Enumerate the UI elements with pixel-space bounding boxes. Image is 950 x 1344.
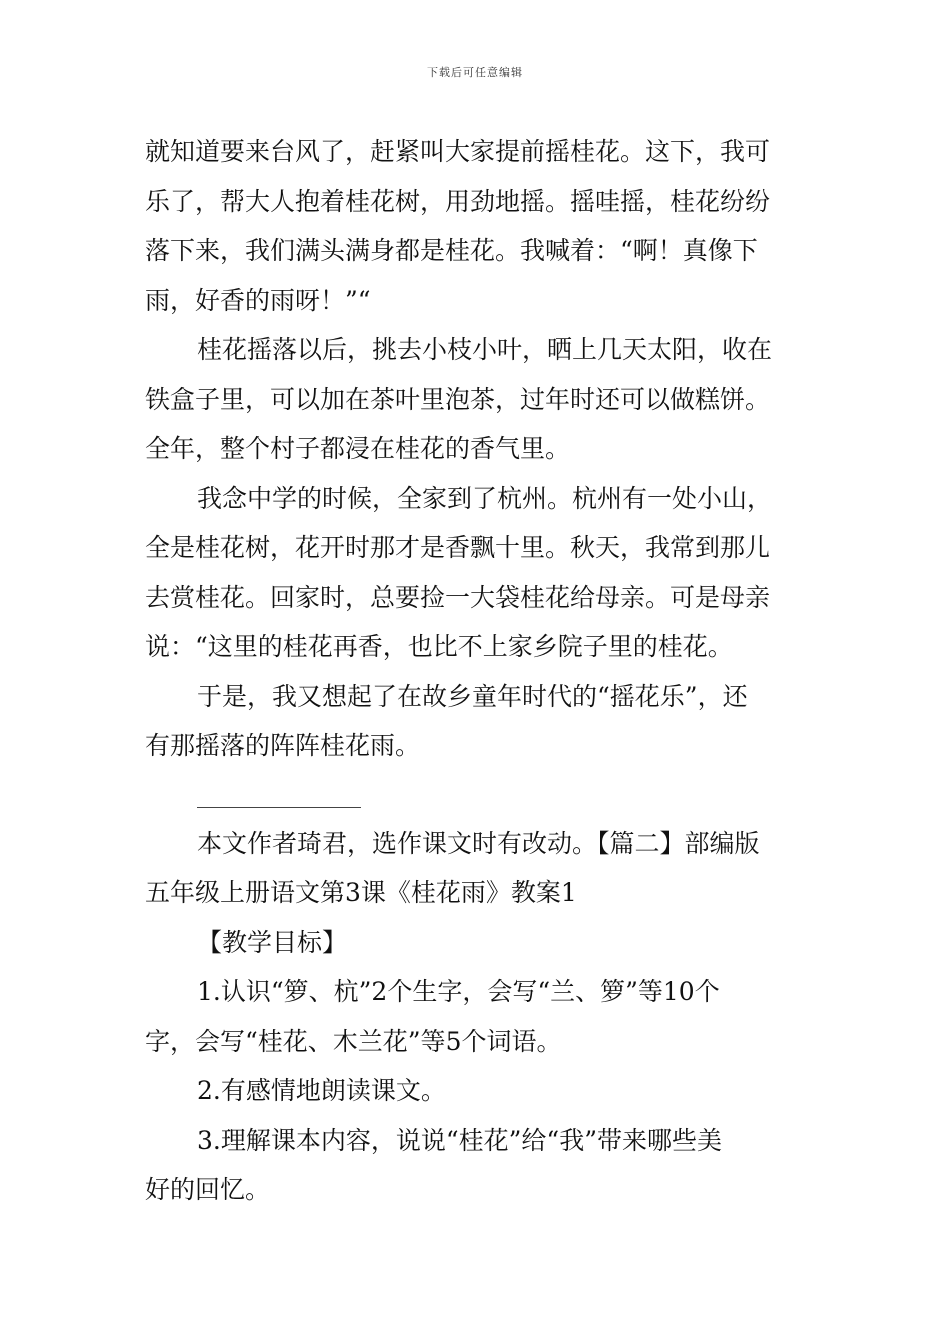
objective-line: 字，会写“桂花、木兰花”等5个词语。 (145, 1026, 562, 1056)
objective-line: 1.认识“箩、杭”2个生字，会写“兰、箩”等10个 (197, 977, 720, 1006)
body-line: 铁盒子里，可以加在茶叶里泡茶，过年时还可以做糕饼。 (145, 384, 771, 414)
body-line: 全年，整个村子都浸在桂花的香气里。 (145, 434, 571, 463)
body-line: 落下来，我们满头满身都是桂花。我喊着：“啊！真像下 (145, 236, 758, 265)
objective-line: 2.有感情地朗读课文。 (197, 1076, 446, 1105)
objective-line: 3.理解课本内容，说说“桂花”给“我”带来哪些美 (197, 1125, 722, 1155)
body-line: 桂花摇落以后，挑去小枝小叶，晒上几天太阳，收在 (197, 335, 773, 364)
body-line: 去赏桂花。回家时，总要捡一大袋桂花给母亲。可是母亲 (145, 582, 771, 612)
body-line: 雨，好香的雨呀！”“ (145, 285, 371, 315)
body-line: 于是，我又想起了在故乡童年时代的“摇花乐”，还 (197, 681, 748, 711)
body-line: 说：“这里的桂花再香，也比不上家乡院子里的桂花。 (145, 632, 733, 661)
page-header: 下载后可任意编辑 (427, 66, 523, 79)
body-line: 有那摇落的阵阵桂花雨。 (145, 731, 421, 760)
section-spacer (145, 771, 805, 797)
footnote-divider (145, 797, 805, 819)
body-line: 就知道要来台风了，赶紧叫大家提前摇桂花。这下，我可 (145, 137, 771, 166)
body-line: 全是桂花树，花开时那才是香飘十里。秋天，我常到那儿 (145, 533, 771, 562)
objectives-heading: 【教学目标】 (197, 927, 348, 957)
footnote-line: 本文作者琦君，选作课文时有改动。【篇二】部编版 (197, 828, 760, 858)
objective-line: 好的回忆。 (145, 1175, 271, 1204)
document-content (145, 127, 805, 1215)
body-line: 我念中学的时候，全家到了杭州。杭州有一处小山， (197, 483, 773, 513)
footnote-line: 五年级上册语文第3课《桂花雨》教案1 (145, 878, 577, 907)
body-line: 乐了，帮大人抱着桂花树，用劲地摇。摇哇摇，桂花纷纷 (145, 186, 771, 216)
